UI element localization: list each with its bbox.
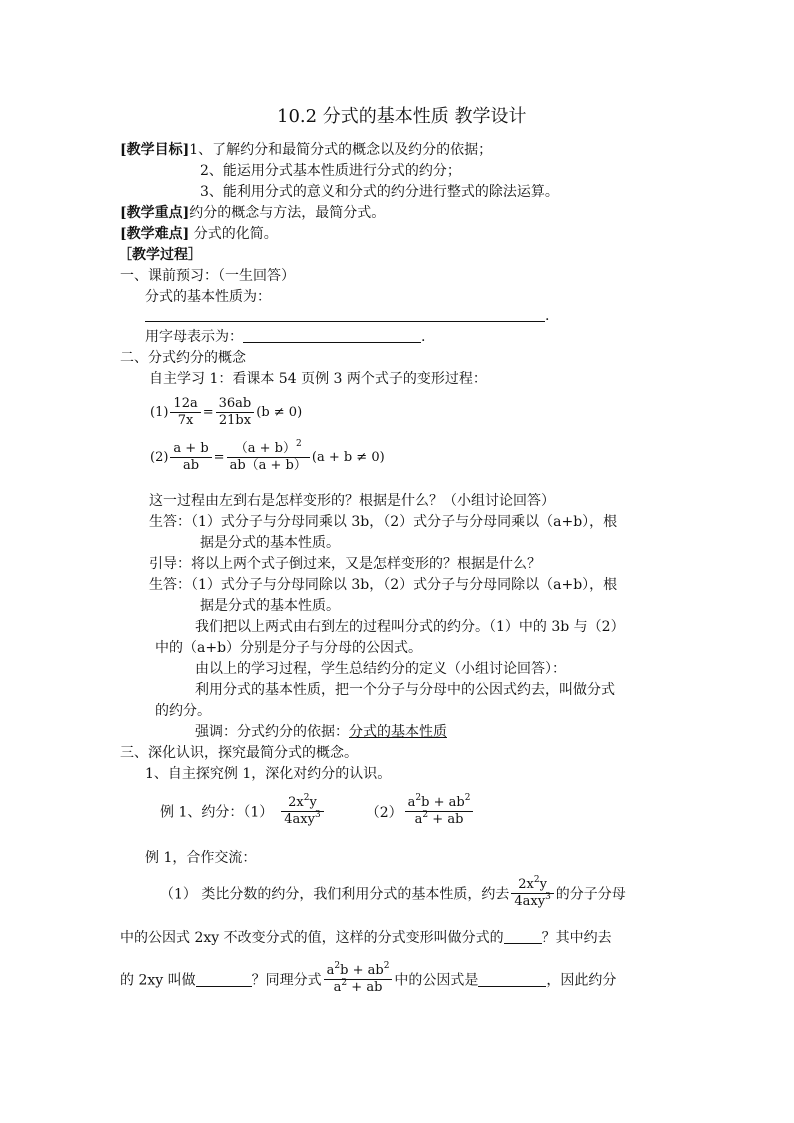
- example-1-label-2: （2）: [365, 804, 403, 821]
- eq2-condition: (a + b ≠ 0): [311, 450, 385, 465]
- page-title: 10.2 分式的基本性质 教学设计: [277, 106, 527, 127]
- objectives-line-1: [120, 140, 492, 160]
- coop-fraction-1: $\frac{2x^2y}{4axy^3}$: [511, 877, 553, 910]
- key-point-text: 约分的概念与方法，最简分式。: [189, 205, 386, 221]
- eq1-lhs-den: 7x: [177, 413, 194, 428]
- example-1-fraction-1: [281, 795, 323, 828]
- example-1-label: 例 1、约分：（1）: [160, 804, 274, 821]
- cooperation-label: 例 1，合作交流：: [145, 850, 257, 866]
- eq1-lhs-num: 12a: [170, 396, 200, 413]
- eq2-lhs-num: a + b: [170, 441, 211, 458]
- eq2-prefix: (2): [150, 450, 169, 465]
- eq2-rhs-num: [227, 441, 310, 458]
- coop-line-1b: 的分子分母: [555, 886, 626, 903]
- emphasis-value: 分式的基本性质: [349, 724, 447, 740]
- difficulty-label: [教学难点]: [120, 226, 190, 242]
- objectives-label: [教学目标]: [120, 142, 190, 158]
- eq1-equals: =: [202, 405, 214, 420]
- eq1-rhs-num: 36ab: [216, 396, 255, 413]
- eq1-lhs-fraction: [170, 396, 200, 429]
- coop-line-3c: 中的公因式是: [394, 972, 479, 989]
- student-answer-2a: 生答：（1）式分子与分母同除以 3b，（2）式分子与分母同除以（a+b），根: [149, 577, 618, 593]
- ex1-f1-den: 4axy$^3$: [284, 810, 321, 827]
- guide-question: 引导：将以上两个式子倒过来，又是怎样变形的？根据是什么？: [149, 556, 541, 572]
- ex1-f2-den: $a^2$ + ab: [414, 810, 464, 827]
- difficulty-text: 分式的化简。: [189, 226, 278, 242]
- coop-line-1a: （1） 类比分数的约分，我们利用分式的基本性质，约去: [160, 886, 510, 903]
- objective-item-2: 2、能运用分式基本性质进行分式的约分；: [200, 163, 461, 179]
- eq1-rhs-den: 21bx: [218, 413, 252, 428]
- paragraph-1a: 我们把以上两式由右到左的过程叫分式的约分。（1）中的 3b 与（2）: [195, 619, 625, 635]
- paragraph-3a: 利用分式的基本性质，把一个分子与分母中的公因式约去，叫做分式: [195, 682, 615, 698]
- letter-expression-label: 用字母表示为：: [145, 329, 243, 345]
- coop-line-3b: ？同理分式: [251, 972, 322, 989]
- coop-fraction-2: $\frac{a^2b + ab^2}{a^2 + ab}$: [324, 963, 393, 996]
- section1-line1: 分式的基本性质为：: [145, 289, 271, 305]
- eq2-rhs-num-exp: 2: [295, 439, 302, 449]
- section3-sub1: 1、自主探究例 1，深化对约分的认识。: [145, 766, 392, 782]
- answer-blank-name[interactable]: [196, 972, 252, 987]
- answer-blank-common-factor[interactable]: [478, 972, 546, 987]
- key-point-label: [教学重点]: [120, 205, 190, 221]
- example-1-fraction-2: [405, 795, 474, 828]
- ex1-f2-num: $a^2b + ab^2$: [405, 795, 474, 812]
- coop-line-3d: ，因此约分: [546, 972, 617, 989]
- student-answer-2b: 据是分式的基本性质。: [200, 598, 340, 614]
- equation-2: [150, 441, 385, 474]
- eq2-rhs-den: ab（a + b）: [229, 458, 307, 473]
- eq2-rhs-num-base: （a + b）: [234, 441, 296, 456]
- objective-item-3: 3、能利用分式的意义和分式的约分进行整式的除法运算。: [200, 184, 559, 200]
- period: .: [421, 329, 426, 345]
- section1-fill-line: [145, 306, 549, 326]
- coop-line-3: [120, 963, 616, 996]
- eq2-rhs-fraction: [227, 441, 310, 474]
- section1-line2: [145, 327, 425, 347]
- paragraph-2: 由以上的学习过程，学生总结约分的定义（小组讨论回答）：: [195, 661, 566, 677]
- equation-1: [150, 396, 302, 429]
- ex1-f1-num: $2x^2y$: [281, 795, 323, 812]
- eq1-condition: (b ≠ 0): [256, 405, 303, 420]
- answer-blank-term[interactable]: [504, 929, 542, 944]
- example-1: [160, 795, 475, 828]
- section3-heading: 三、深化认识，探究最简分式的概念。: [120, 745, 358, 761]
- eq2-equals: =: [213, 450, 225, 465]
- difficulty: [120, 224, 278, 244]
- answer-blank-property[interactable]: [145, 307, 545, 322]
- eq1-prefix: (1): [150, 405, 169, 420]
- section1-heading: 一、课前预习：（一生回答）: [120, 268, 295, 284]
- period: .: [545, 308, 550, 324]
- paragraph-3b: 的约分。: [155, 703, 211, 719]
- coop-line-2: [120, 928, 612, 948]
- self-study-1: 自主学习 1：看课本 54 页例 3 两个式子的变形过程：: [149, 371, 487, 387]
- section2-heading: 二、分式约分的概念: [120, 350, 246, 366]
- objective-item-1: 1、了解约分和最简分式的概念以及约分的依据；: [189, 142, 493, 158]
- eq2-lhs-den: ab: [183, 458, 200, 473]
- student-answer-1a: 生答：（1）式分子与分母同乘以 3b，（2）式分子与分母同乘以（a+b），根: [149, 514, 618, 530]
- eq2-lhs-fraction: [170, 441, 211, 474]
- process-label: ［教学过程］: [118, 247, 202, 263]
- emphasis-label: 强调：分式约分的依据：: [195, 724, 349, 740]
- coop-line-2b: ？其中约去: [541, 930, 612, 946]
- student-answer-1b: 据是分式的基本性质。: [200, 535, 340, 551]
- emphasis-line: [195, 722, 447, 742]
- key-point: [120, 203, 385, 223]
- coop-line-1: [160, 877, 626, 910]
- coop-line-2a: 中的公因式 2xy 不改变分式的值，这样的分式变形叫做分式的: [120, 930, 504, 946]
- paragraph-1b: 中的（a+b）分别是分子与分母的公因式。: [155, 640, 423, 656]
- coop-line-3a: 的 2xy 叫做: [120, 972, 196, 989]
- eq1-rhs-fraction: [216, 396, 255, 429]
- answer-blank-letters[interactable]: [243, 328, 421, 343]
- question-1: 这一过程由左到右是怎样变形的？根据是什么？（小组讨论回答）: [149, 493, 555, 509]
